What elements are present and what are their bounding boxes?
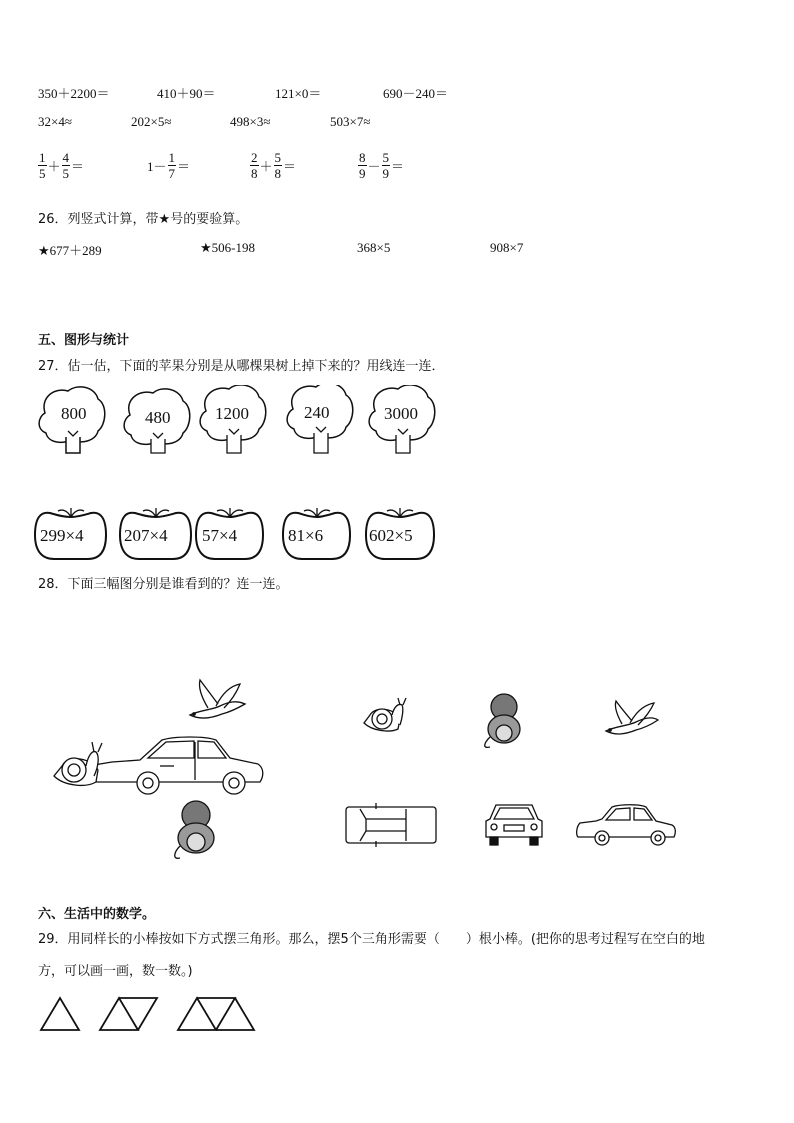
q26-title: 26．列竖式计算，带★号的要验算。: [38, 212, 249, 227]
calc-1-3: 121×0＝: [275, 86, 322, 101]
calc-1-4: 690－240＝: [383, 86, 449, 101]
monkey-icon: [175, 801, 214, 858]
triangle-pattern-3: [178, 998, 254, 1030]
calc-2-1: 32×4≈: [38, 114, 72, 129]
calc-2-3: 498×3≈: [230, 114, 271, 129]
scene-left: [40, 670, 290, 865]
car-front-view-icon: [486, 805, 542, 845]
q29-line1: 29．用同样长的小棒按如下方式摆三角形。那么，摆5个三角形需要（ ）根小棒。(把你的思考过程写在空白的地: [38, 932, 705, 947]
bird-observer-icon: [606, 701, 658, 734]
apple-4-label: 81×6: [288, 526, 324, 545]
q27-title: 27．估一估，下面的苹果分别是从哪棵果树上掉下来的？用线连一连．: [38, 359, 445, 374]
calc-2-2: 202×5≈: [131, 114, 172, 129]
snail-observer-icon: [364, 698, 406, 731]
fraction-expr-1: $\frac{1}{5}$ ＋ $\frac{4}{5}$ ＝: [39, 150, 85, 181]
triangles-figure: [36, 995, 266, 1037]
bird-icon: [190, 680, 245, 718]
section6-title: 六、生活中的数学。: [38, 907, 156, 922]
monkey-observer-icon: [485, 694, 520, 747]
car-side-view-icon: [577, 805, 676, 845]
apple-3-label: 57×4: [202, 526, 238, 545]
calc-1-1: 350＋2200＝: [38, 86, 110, 101]
q26-item-1: ★677＋289: [38, 243, 102, 258]
observers-row: [360, 693, 670, 753]
apple-2-label: 207×4: [124, 526, 168, 545]
triangle-pattern-1: [41, 998, 79, 1030]
fraction-expr-3: $\frac{2}{8}$ ＋ $\frac{5}{8}$ ＝: [251, 150, 297, 181]
snail-icon: [54, 742, 102, 785]
section5-title: 五、图形与统计: [38, 333, 130, 348]
tree-4-label: 240: [304, 403, 330, 422]
tree-2-label: 480: [145, 408, 171, 427]
tree-3-label: 1200: [215, 404, 249, 423]
q29-line2: 方，可以画一画，数一数。): [38, 964, 193, 979]
apple-1-label: 299×4: [40, 526, 84, 545]
q26-item-4: 908×7: [490, 240, 524, 255]
car-side-icon: [85, 737, 263, 794]
tree-1-label: 800: [61, 404, 87, 423]
car-top-view-icon: [346, 803, 436, 847]
tree-5-label: 3000: [384, 404, 418, 423]
car-views-row: [340, 795, 680, 855]
q28-title: 28．下面三幅图分别是谁看到的？连一连。: [38, 577, 289, 592]
fraction-expr-4: $\frac{8}{9}$ － $\frac{5}{9}$ ＝: [359, 150, 405, 181]
fraction-expr-2: 1－ $\frac{1}{7}$ ＝: [147, 150, 191, 181]
q26-item-2: ★506-198: [200, 240, 255, 255]
triangle-pattern-2: [100, 998, 157, 1030]
calc-2-4: 503×7≈: [330, 114, 371, 129]
apple-5-label: 602×5: [369, 526, 413, 545]
q26-item-3: 368×5: [357, 240, 391, 255]
calc-1-2: 410＋90＝: [157, 86, 216, 101]
